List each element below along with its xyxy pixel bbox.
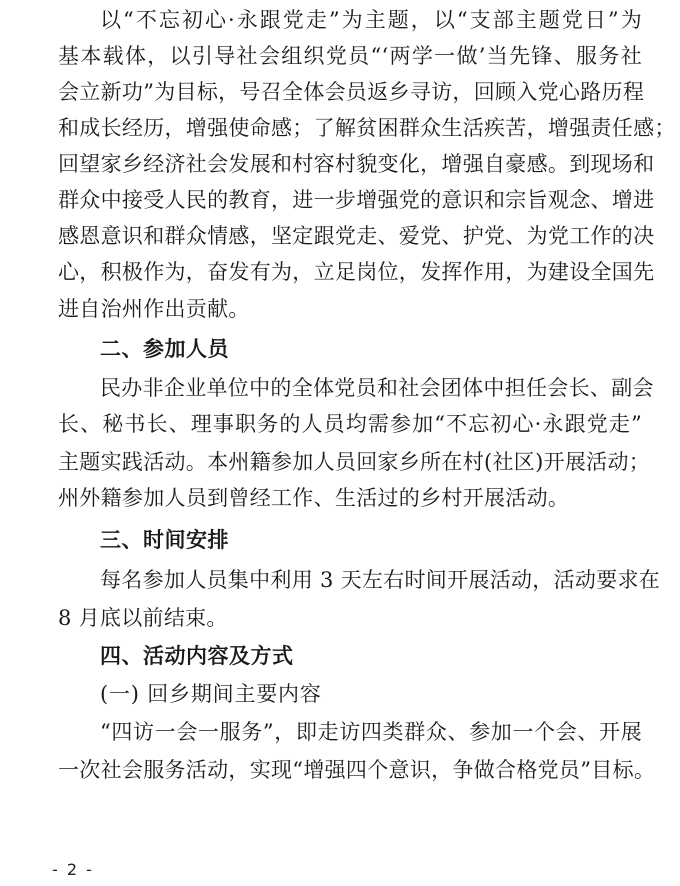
subsection-heading-home-visit: (一) 回乡期间主要内容 <box>100 682 322 706</box>
schedule-line-1: 每名参加人员集中利用 3 天左右时间开展活动，活动要求在 <box>100 568 661 592</box>
section-heading-participants: 二、参加人员 <box>100 337 229 361</box>
participants-line-2: 长、秘书长、理事职务的人员均需参加“不忘初心·永跟党走” <box>58 412 642 436</box>
content-line-2: 一次社会服务活动，实现“增强四个意识，争做合格党员”目标。 <box>58 758 656 782</box>
paragraph-1-line-5: 回望家乡经济社会发展和村容村貌变化，增强自豪感。到现场和 <box>58 152 655 176</box>
paragraph-1-line-2: 基本载体，以引导社会组织党员“‘两学一做’当先锋、服务社 <box>58 44 642 68</box>
paragraph-1-line-1: 以“不忘初心·永跟党走”为主题，以“支部主题党日”为 <box>100 8 642 32</box>
section-heading-content: 四、活动内容及方式 <box>100 644 294 668</box>
participants-line-4: 州外籍参加人员到曾经工作、生活过的乡村开展活动。 <box>58 486 570 510</box>
paragraph-1-line-3: 会立新功”为目标，号召全体会员返乡寻访，回顾入党心路历程 <box>58 80 645 104</box>
section-heading-schedule: 三、时间安排 <box>100 528 229 552</box>
schedule-line-2: 8 月底以前结束。 <box>58 606 228 630</box>
paragraph-1-line-8: 心，积极作为，奋发有为，立足岗位，发挥作用，为建设全国先 <box>58 260 655 284</box>
paragraph-1-line-4: 和成长经历，增强使命感；了解贫困群众生活疾苦，增强责任感； <box>58 116 676 140</box>
participants-line-1: 民办非企业单位中的全体党员和社会团体中担任会长、副会 <box>100 376 654 400</box>
page-number: - 2 - <box>52 860 94 879</box>
paragraph-1-line-7: 感恩意识和群众情感，坚定跟党走、爱党、护党、为党工作的决 <box>58 224 655 248</box>
content-line-1: “四访一会一服务”，即走访四类群众、参加一个会、开展 <box>100 720 642 744</box>
paragraph-1-line-6: 群众中接受人民的教育，进一步增强党的意识和宗旨观念、增进 <box>58 188 655 212</box>
paragraph-1-line-9: 进自治州作出贡献。 <box>58 297 250 321</box>
participants-line-3: 主题实践活动。本州籍参加人员回家乡所在村(社区)开展活动； <box>58 450 651 474</box>
